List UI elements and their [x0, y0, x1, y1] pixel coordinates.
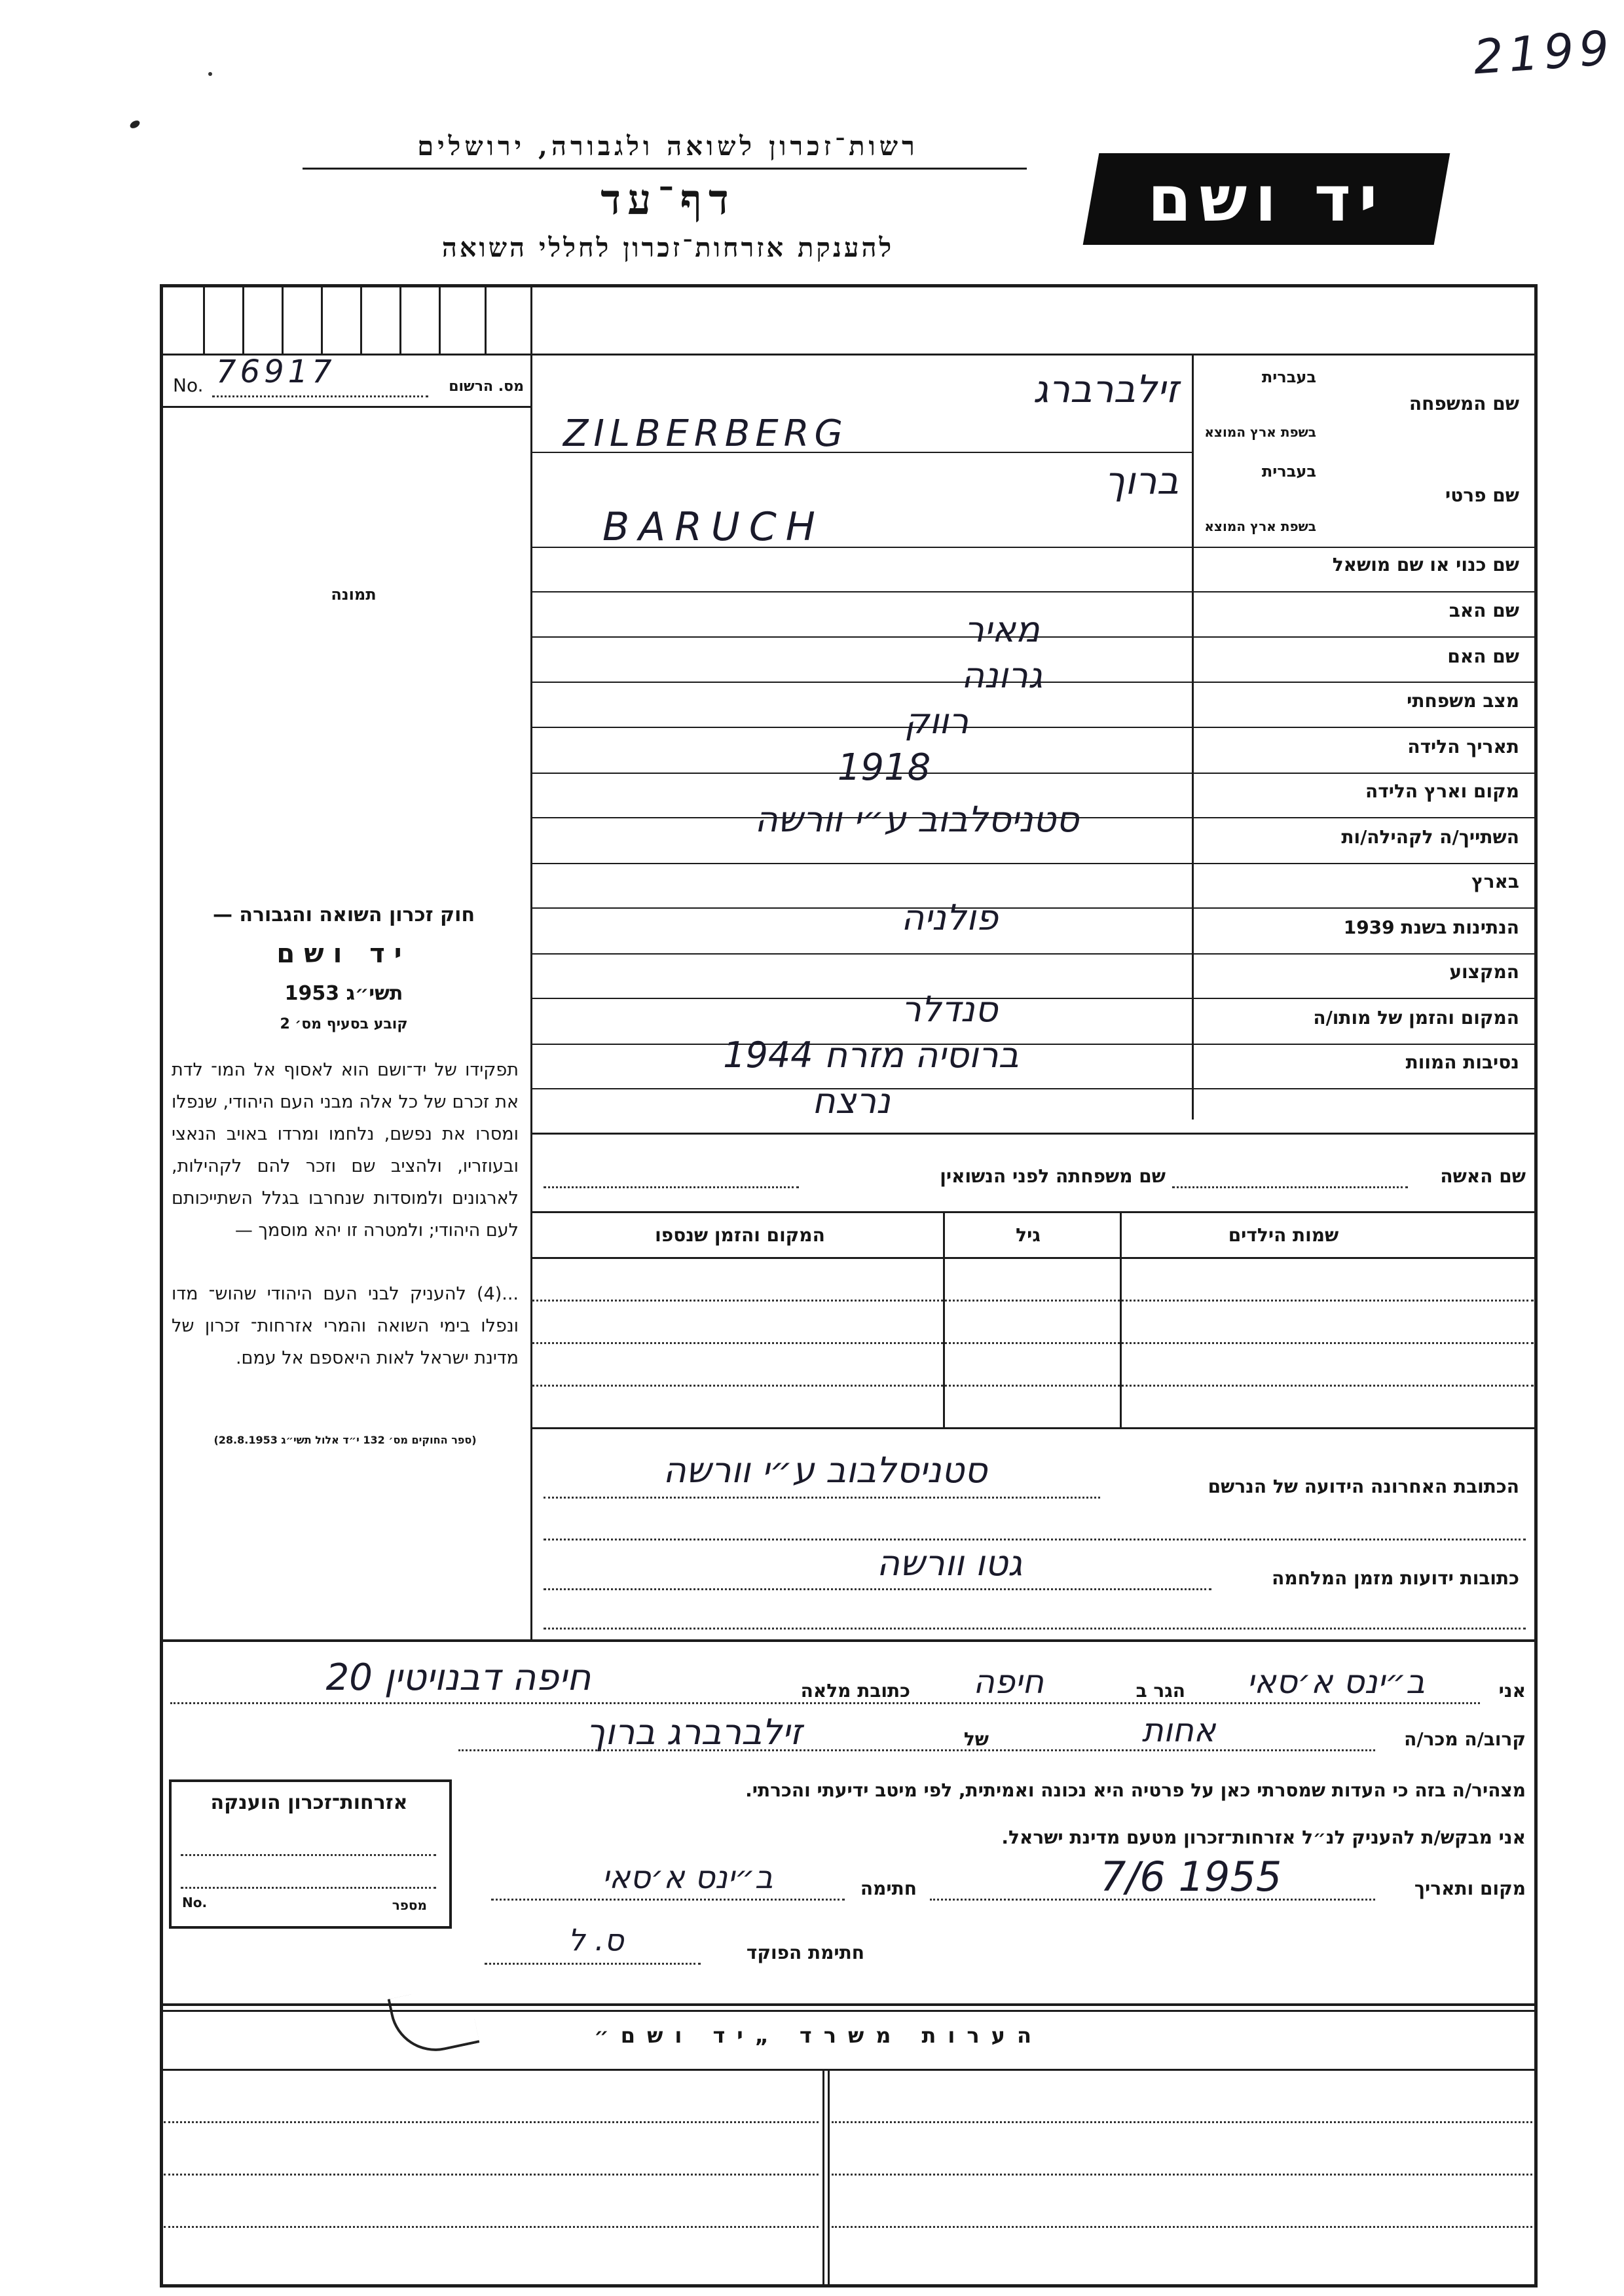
label-community: השתייך/ה לקהילה/ות	[1341, 826, 1519, 848]
law-title: חוק זכרון השואה והגבורה —	[212, 903, 475, 926]
children-row-line	[532, 1342, 1534, 1344]
top-cell-divider	[282, 284, 284, 355]
notes-col-divider	[828, 2069, 830, 2285]
law-paragraph: תפקידו של יד־ושם הוא לאסוף אל המו־ לדת את זכרם של כל אלה מבני העם היהודי, שנפלו ומסרו את נפשם, נלחמו ומרדו באויב הנאצי ובעוזריו, ולהציב שם וזכר להם לקהילות, לארגונים ולמוסדות שנחרבו בגלל השתייכותם לעם היהודי; ולמטרה זו יהא מוסמך —	[172, 1060, 519, 1241]
label-first-name-hebrew: בעברית	[1261, 462, 1316, 481]
top-cell-divider	[321, 284, 323, 355]
value-marital-status: גרונה	[961, 655, 1043, 696]
value-family-name-latin: ZILBERBERG	[563, 412, 848, 455]
registration-divider	[160, 406, 532, 408]
label-column-divider	[1192, 354, 1194, 1120]
top-cell-divider	[360, 284, 362, 355]
children-header-names: שמות הילדים	[1228, 1224, 1339, 1246]
address-section-bottom	[160, 1639, 1538, 1642]
value-declarant-city: חיפה	[973, 1663, 1044, 1701]
field-row-line	[530, 591, 1536, 592]
notes-row-line	[832, 2121, 1532, 2123]
archive-stamp-number: 2199	[1471, 20, 1616, 85]
citizenship-box-no-en: No.	[182, 1895, 208, 1910]
value-officer-signature: ס. ל	[568, 1922, 624, 1958]
form-subtitle: להענקת אזרחות־זכרון לחללי השואה	[441, 232, 895, 263]
fields-section-bottom	[530, 1133, 1536, 1135]
yad-vashem-logo	[1083, 153, 1450, 245]
scan-speck	[129, 119, 141, 130]
value-community: סטניסלבוב ע״י וורשה	[754, 799, 1079, 840]
value-citizenship-1939: פולניה	[900, 897, 999, 938]
notes-row-line	[832, 2174, 1532, 2176]
frame-left	[160, 284, 163, 2287]
value-first-name-hebrew: ברוך	[1104, 458, 1179, 503]
office-notes-title: הערות משרד „יד ושם״	[594, 2023, 1043, 2048]
last-address-dots-2	[544, 1539, 1526, 1540]
law-source: (ספר החוקים מס׳ 132 י״ד אלול תשי״ג 28.8.1953)	[213, 1434, 477, 1446]
label-marital-status: מצב משפחתי	[1407, 690, 1519, 712]
value-family-name-hebrew: זילברברג	[1033, 367, 1179, 411]
value-full-address: חיפה דבנויטין 20	[325, 1656, 591, 1699]
form-title: דף־עד	[600, 175, 735, 225]
value-signature: ב״ינס א׳סאי	[602, 1859, 773, 1896]
registration-number: 76917	[216, 354, 336, 390]
notes-row-line	[164, 2174, 819, 2176]
top-cell-divider	[485, 284, 487, 355]
children-row-line	[532, 1300, 1534, 1302]
law-clause: קובע בסעיף מס׳ 2	[280, 1016, 408, 1032]
field-row-line	[530, 773, 1536, 774]
top-cell-divider	[399, 284, 401, 355]
request-text: אני מבקש/ת להעניק לנ״ל אזרחות־זכרון מטעם מדינת ישראל.	[1001, 1827, 1526, 1848]
top-cell-divider	[203, 284, 205, 355]
label-death-place-time: המקום והזמן של מותו/ה	[1313, 1007, 1519, 1029]
field-row-line	[530, 953, 1536, 955]
label-first-name: שם פרטי	[1445, 484, 1519, 506]
value-wartime-address: גטו וורשה	[876, 1542, 1023, 1584]
officer-signature-stroke	[388, 1982, 480, 2060]
value-last-address: סטניסלבוב ע״י וורשה	[663, 1449, 987, 1491]
citizenship-box-dots	[181, 1854, 436, 1856]
children-col-divider	[943, 1211, 945, 1427]
label-first-name-origin: בשפת ארץ המוצא	[1204, 519, 1316, 534]
authority-name: רשות־זכרון לשואה ולגבורה, ירושלים	[417, 131, 919, 162]
label-last-address: הכתובת האחרונה הידועה של הנרשם	[1208, 1476, 1519, 1497]
place-date-dots	[930, 1899, 1375, 1901]
label-family-name-origin: בשפת ארץ המוצא	[1204, 424, 1316, 440]
photo-label: תמונה	[331, 585, 377, 604]
frame-bottom	[160, 2284, 1538, 2287]
declarant-line-dots	[170, 1702, 1480, 1704]
label-resides-in: הגר ב	[1135, 1680, 1185, 1702]
officer-section-bottom	[160, 2003, 1538, 2006]
label-officer-signature: חתימת הפוקד	[746, 1942, 864, 1963]
wartime-address-dots-2	[544, 1628, 1526, 1630]
label-family-name: שם המשפחה	[1409, 393, 1519, 414]
label-country: בארץ	[1471, 871, 1519, 892]
citizenship-box-dots	[181, 1887, 436, 1889]
wartime-address-dots	[544, 1588, 1211, 1590]
relative-line-dots	[458, 1749, 1375, 1751]
left-column-divider	[530, 284, 532, 1639]
logo-text: יד ושם	[1147, 162, 1386, 236]
registration-label-he: מס. הרשום	[449, 378, 524, 395]
value-of-name: זילברברג ברוך	[586, 1711, 802, 1753]
top-cell-divider	[439, 284, 441, 355]
label-i: אני	[1498, 1680, 1526, 1702]
label-wife-maiden: שם משפחתה לפני הנשואין	[940, 1165, 1166, 1187]
label-mother-name: שם האם	[1447, 646, 1519, 667]
value-mother-name: מאיר	[964, 609, 1040, 650]
top-cell-divider	[242, 284, 244, 355]
law-year: תשי״ג 1953	[284, 982, 403, 1005]
notes-row-line	[164, 2121, 819, 2123]
registration-dots	[212, 395, 428, 397]
frame-right	[1534, 284, 1538, 2287]
value-death-circumstances: ברוסיה מזרח 1944	[723, 1034, 1019, 1076]
label-place-date: מקום ותאריך	[1414, 1878, 1526, 1899]
law-name: יד ושם	[276, 939, 411, 969]
signature-dots	[491, 1899, 845, 1901]
label-wife: שם האשה	[1440, 1165, 1526, 1187]
label-family-name-hebrew: בעברית	[1261, 368, 1316, 386]
children-header-age: גיל	[1016, 1224, 1041, 1246]
value-death-place-time: סנדלר	[901, 989, 998, 1030]
wife-dots-right	[1172, 1186, 1408, 1188]
officer-dots	[485, 1963, 701, 1965]
label-death-circumstances: נסיבות המוות	[1405, 1051, 1519, 1073]
value-birth-date: רווק	[904, 701, 969, 742]
label-birth-date: תאריך הלידה	[1407, 736, 1519, 757]
field-row-line	[530, 1088, 1536, 1089]
citizenship-granted-box	[169, 1779, 452, 1929]
value-birth-place: 1918	[837, 746, 931, 789]
citizenship-box-no-he: מספר	[392, 1897, 427, 1913]
value-declarant-name: ב״ינס א׳סאי	[1247, 1663, 1425, 1701]
wife-dots-left	[544, 1186, 799, 1188]
children-header-place-time: המקום והזמן שנספו	[655, 1224, 825, 1246]
children-row-line	[532, 1385, 1534, 1387]
last-address-dots	[544, 1497, 1100, 1499]
label-of: של	[963, 1728, 989, 1750]
children-col-divider	[1120, 1211, 1122, 1427]
value-first-name-latin: BARUCH	[602, 504, 824, 550]
value-date: 7/6 1955	[1100, 1853, 1282, 1901]
label-citizenship-1939: הנתינות בשנת 1939	[1343, 917, 1519, 938]
notes-top-line	[160, 2010, 1538, 2012]
declaration-text: מצהיר/ה בזה כי העדות שמסרתי כאן על פרטיה היא נכונה ואמיתית, לפי מיטב ידיעתי והכרתי.	[745, 1779, 1526, 1801]
label-relative: קרוב/ה מכר/ה	[1404, 1728, 1526, 1750]
registration-label-en: No.	[173, 374, 204, 396]
children-table-bottom	[530, 1427, 1536, 1429]
law-paragraph-4: ...(4) להעניק לבני העם היהודי שהוש־ מדו ונפלו בימי השואה והמרי אזרחות־ זכרון של מדינת ישראל לאות היאספם אל עמם.	[172, 1284, 519, 1368]
label-nickname: שם כנוי או שם מושאל	[1332, 554, 1519, 575]
label-full-address: כתובת מלאה	[800, 1680, 910, 1702]
value-death-cause: נרצח	[812, 1080, 891, 1121]
citizenship-box-title: אזרחות־זכרון הוענקה	[210, 1791, 408, 1814]
value-relation: אחות	[1141, 1711, 1216, 1749]
label-signature: חתימה	[860, 1878, 917, 1899]
top-row-divider	[160, 354, 1538, 355]
notes-row-line	[832, 2226, 1532, 2228]
label-wartime-address: כתובות ידועות מזמן המלחמה	[1272, 1567, 1519, 1589]
frame-top	[160, 284, 1538, 287]
label-birth-place: מקום וארץ הלידה	[1365, 780, 1519, 802]
label-profession: המקצוע	[1449, 961, 1519, 983]
wife-row-bottom	[530, 1211, 1536, 1213]
authority-underline	[303, 168, 1027, 170]
label-father-name: שם האב	[1449, 600, 1519, 621]
notes-row-line	[164, 2226, 819, 2228]
notes-col-divider	[822, 2069, 824, 2285]
children-header-line	[530, 1257, 1536, 1259]
notes-header-bottom	[160, 2069, 1538, 2071]
scan-speck	[208, 72, 212, 76]
field-row-line	[530, 863, 1536, 864]
